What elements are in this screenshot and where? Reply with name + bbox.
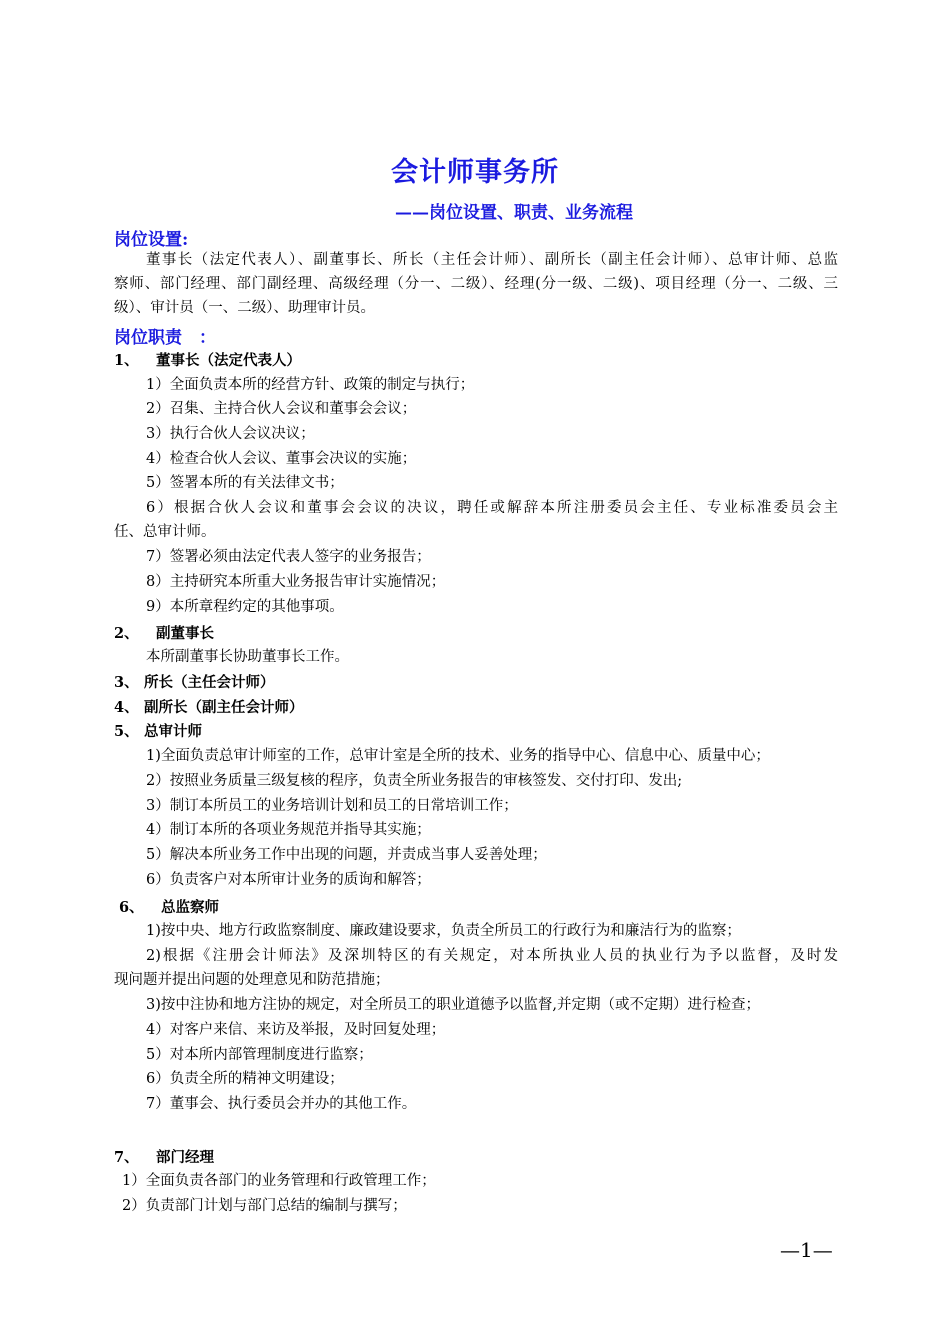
- positions-line: 级）、审计员（一、二级）、助理审计员。: [114, 300, 375, 316]
- positions-line: 董事长（法定代表人）、副董事长、所长（主任会计师）、副所长（副主任会计师）、总审计师、总监: [146, 252, 838, 268]
- section-title: 董事长（法定代表人）: [156, 352, 301, 369]
- section-title: 所长（主任会计师）: [144, 674, 275, 691]
- section-number: 7、: [114, 1149, 139, 1166]
- list-item-continuation: 现问题并提出问题的处理意见和防范措施；: [114, 972, 390, 988]
- list-item: 7）签署必须由法定代表人签字的业务报告；: [146, 549, 431, 565]
- list-item: 6）根据合伙人会议和董事会会议的决议，聘任或解辞本所注册委员会主任、专业标准委员会主: [146, 500, 838, 516]
- document-title: 会计师事务所: [391, 157, 559, 188]
- list-item: 1）全面负责各部门的业务管理和行政管理工作；: [122, 1173, 436, 1189]
- section-number: 4、: [114, 699, 139, 716]
- list-item: 1）全面负责本所的经营方针、政策的制定与执行；: [146, 377, 475, 393]
- list-item: 7）董事会、执行委员会并办的其他工作。: [146, 1096, 417, 1112]
- list-item: 6）负责客户对本所审计业务的质询和解答；: [146, 872, 431, 888]
- list-item: 5）对本所内部管理制度进行监察；: [146, 1047, 373, 1063]
- section-title: 总监察师: [161, 899, 219, 916]
- section-number: 6、: [119, 899, 144, 916]
- paragraph: 本所副董事长协助董事长工作。: [146, 649, 349, 665]
- section-number: 5、: [114, 723, 139, 740]
- section-title: 部门经理: [156, 1149, 214, 1166]
- list-item: 1)全面负责总审计师室的工作，总审计室是全所的技术、业务的指导中心、信息中心、质量中心；: [146, 748, 770, 764]
- section-title: 总审计师: [144, 723, 202, 740]
- duties-heading: 岗位职责 ：: [114, 328, 216, 348]
- list-item: 5）解决本所业务工作中出现的问题，并责成当事人妥善处理；: [146, 847, 547, 863]
- list-item: 5）签署本所的有关法律文书；: [146, 475, 344, 491]
- list-item: 8）主持研究本所重大业务报告审计实施情况；: [146, 574, 446, 590]
- list-item: 2）按照业务质量三级复核的程序，负责全所业务报告的审核签发、交付打印、发出;: [146, 773, 683, 789]
- section-title: 副董事长: [156, 625, 214, 642]
- positions-heading: 岗位设置:: [114, 230, 189, 250]
- list-item: 2）负责部门计划与部门总结的编制与撰写；: [122, 1198, 407, 1214]
- list-item: 3)按中注协和地方注协的规定，对全所员工的职业道德予以监督,并定期（或不定期）进行检查；: [146, 997, 760, 1013]
- list-item: 3）执行合伙人会议决议；: [146, 426, 315, 442]
- list-item: 6）负责全所的精神文明建设；: [146, 1071, 344, 1087]
- section-number: 2、: [114, 625, 139, 642]
- list-item: 1)按中央、地方行政监察制度、廉政建设要求，负责全所员工的行政行为和廉洁行为的监察；: [146, 923, 741, 939]
- page-number: —1—: [780, 1238, 833, 1262]
- section-number: 3、: [114, 674, 139, 691]
- section-number: 1、: [114, 352, 139, 369]
- list-item: 4）制订本所的各项业务规范并指导其实施；: [146, 822, 431, 838]
- list-item: 4）检查合伙人会议、董事会决议的实施；: [146, 451, 417, 467]
- list-item: 3）制订本所员工的业务培训计划和员工的日常培训工作；: [146, 798, 518, 814]
- list-item: 9）本所章程约定的其他事项。: [146, 599, 344, 615]
- list-item: 2)根据《注册会计师法》及深圳特区的有关规定，对本所执业人员的执业行为予以监督，及时发: [146, 948, 838, 964]
- list-item: 2）召集、主持合伙人会议和董事会会议；: [146, 401, 417, 417]
- document-subtitle: ——岗位设置、职责、业务流程: [395, 203, 633, 223]
- list-item: 4）对客户来信、来访及举报，及时回复处理；: [146, 1022, 446, 1038]
- list-item-continuation: 任、总审计师。: [114, 524, 216, 540]
- section-title: 副所长（副主任会计师）: [144, 699, 304, 716]
- positions-line: 察师、部门经理、部门副经理、高级经理（分一、二级）、经理(分一级、二级)、项目经理（分一、二级、三: [114, 276, 838, 292]
